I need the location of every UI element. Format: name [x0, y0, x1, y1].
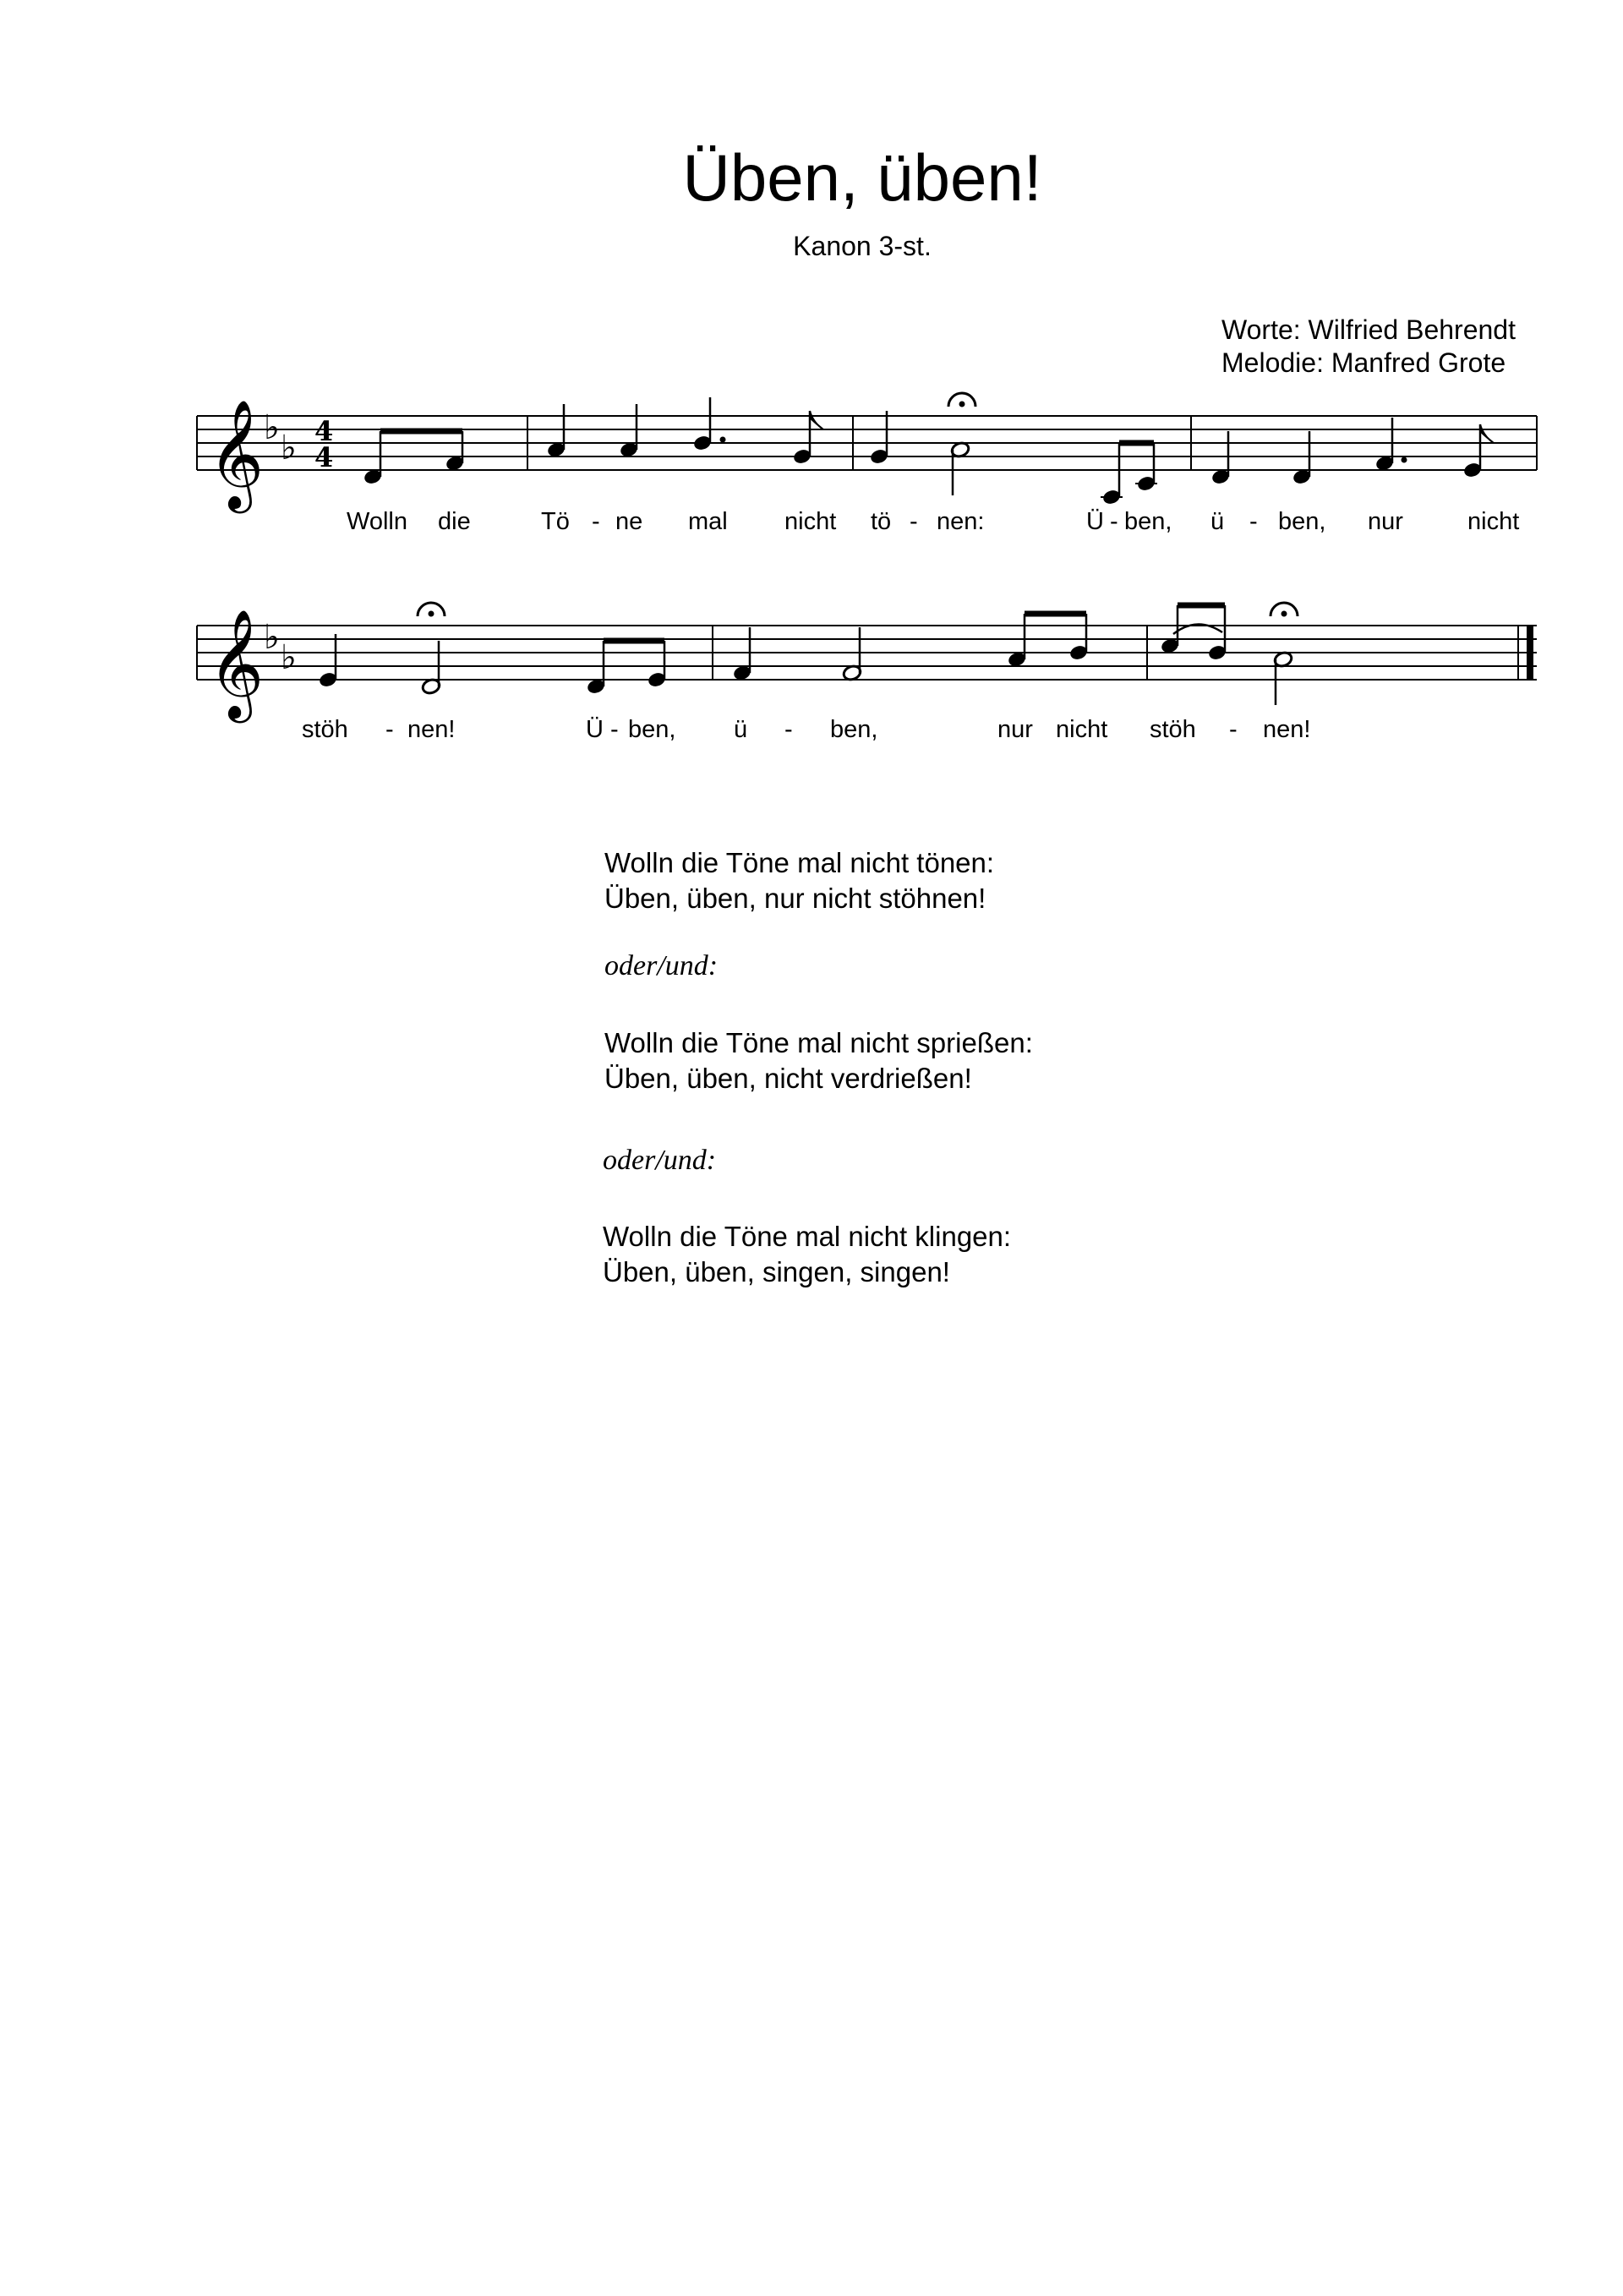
lyric-syllable: nicht — [1467, 508, 1520, 535]
lyric-syllable: nicht — [1056, 716, 1108, 743]
note-group — [318, 603, 667, 695]
lyric-hyphen: - — [385, 716, 394, 743]
note-group — [546, 397, 823, 465]
verse-1 — [604, 845, 994, 916]
lyric-syllable: ne — [615, 508, 643, 535]
lyric-syllable: nen: — [937, 508, 985, 535]
time-signature-top: 4 — [314, 415, 334, 447]
treble-clef-icon: 𝄞 — [208, 609, 265, 719]
lyric-syllable: tö — [871, 508, 892, 535]
credit-words: Worte: Wilfried Behrendt — [1221, 314, 1516, 345]
page-title: Üben, üben! — [682, 140, 1042, 215]
note-group — [1210, 418, 1494, 485]
flat-icon: ♭ — [264, 618, 280, 657]
verse-2 — [604, 1025, 1033, 1096]
lyric-syllable: Ü — [586, 716, 604, 743]
verse-separator: oder/und: — [603, 1145, 717, 1176]
staff-lines-2 — [197, 626, 1537, 680]
lyric-syllable: ben, — [628, 716, 676, 743]
staff-system-2 — [197, 603, 1537, 743]
note-group — [732, 614, 1089, 681]
lyric-syllable: Wolln — [347, 508, 407, 535]
lyric-syllable: nur — [1368, 508, 1403, 535]
time-signature-bottom: 4 — [314, 441, 334, 473]
verse-line: Wolln die Töne mal nicht tönen: — [604, 847, 995, 878]
lyric-syllable: stöh — [302, 716, 348, 743]
staff-system-1 — [197, 393, 1537, 535]
lyric-syllable: Tö — [541, 508, 570, 535]
lyric-hyphen: - — [784, 716, 793, 743]
lyric-hyphen: - — [592, 508, 600, 535]
lyric-syllable: ben, — [1124, 508, 1172, 535]
lyric-syllable: ü — [1210, 508, 1225, 535]
subtitle: Kanon 3-st. — [793, 231, 932, 261]
verse-line: Üben, üben, nur nicht stöhnen! — [604, 883, 986, 914]
verse-3 — [603, 1219, 1011, 1290]
flat-icon: ♭ — [281, 638, 297, 677]
verse-line: Wolln die Töne mal nicht sprießen: — [604, 1027, 1033, 1058]
note-group — [363, 431, 465, 485]
verse-line: Üben, üben, nicht verdrießen! — [604, 1063, 972, 1094]
lyric-hyphen: - — [1110, 508, 1118, 535]
lyric-hyphen: - — [910, 508, 918, 535]
lyrics-line-2 — [302, 716, 1310, 743]
verse-line: Üben, üben, singen, singen! — [603, 1256, 950, 1287]
lyric-syllable: nen! — [1263, 716, 1311, 743]
lyric-hyphen: - — [610, 716, 619, 743]
verse-separator: oder/und: — [604, 950, 719, 981]
note-group — [869, 393, 1157, 506]
lyric-syllable: ü — [734, 716, 748, 743]
lyric-syllable: die — [438, 508, 471, 535]
staff-lines-1 — [197, 416, 1537, 470]
lyric-hyphen: - — [1249, 508, 1258, 535]
lyric-syllable: nicht — [784, 508, 837, 535]
lyric-syllable: stöh — [1150, 716, 1196, 743]
flat-icon: ♭ — [264, 408, 280, 447]
lyric-syllable: nur — [997, 716, 1033, 743]
note-group — [1160, 603, 1298, 705]
lyric-syllable: mal — [688, 508, 728, 535]
lyric-syllable: ben, — [830, 716, 878, 743]
lyric-syllable: nen! — [407, 716, 456, 743]
treble-clef-icon: 𝄞 — [208, 399, 265, 509]
lyric-hyphen: - — [1229, 716, 1238, 743]
credit-melody: Melodie: Manfred Grote — [1221, 347, 1506, 378]
lyrics-line-1 — [347, 508, 1519, 535]
lyric-syllable: Ü — [1086, 508, 1104, 535]
flat-icon: ♭ — [281, 429, 297, 467]
verse-line: Wolln die Töne mal nicht klingen: — [603, 1221, 1012, 1252]
lyric-syllable: ben, — [1278, 508, 1326, 535]
